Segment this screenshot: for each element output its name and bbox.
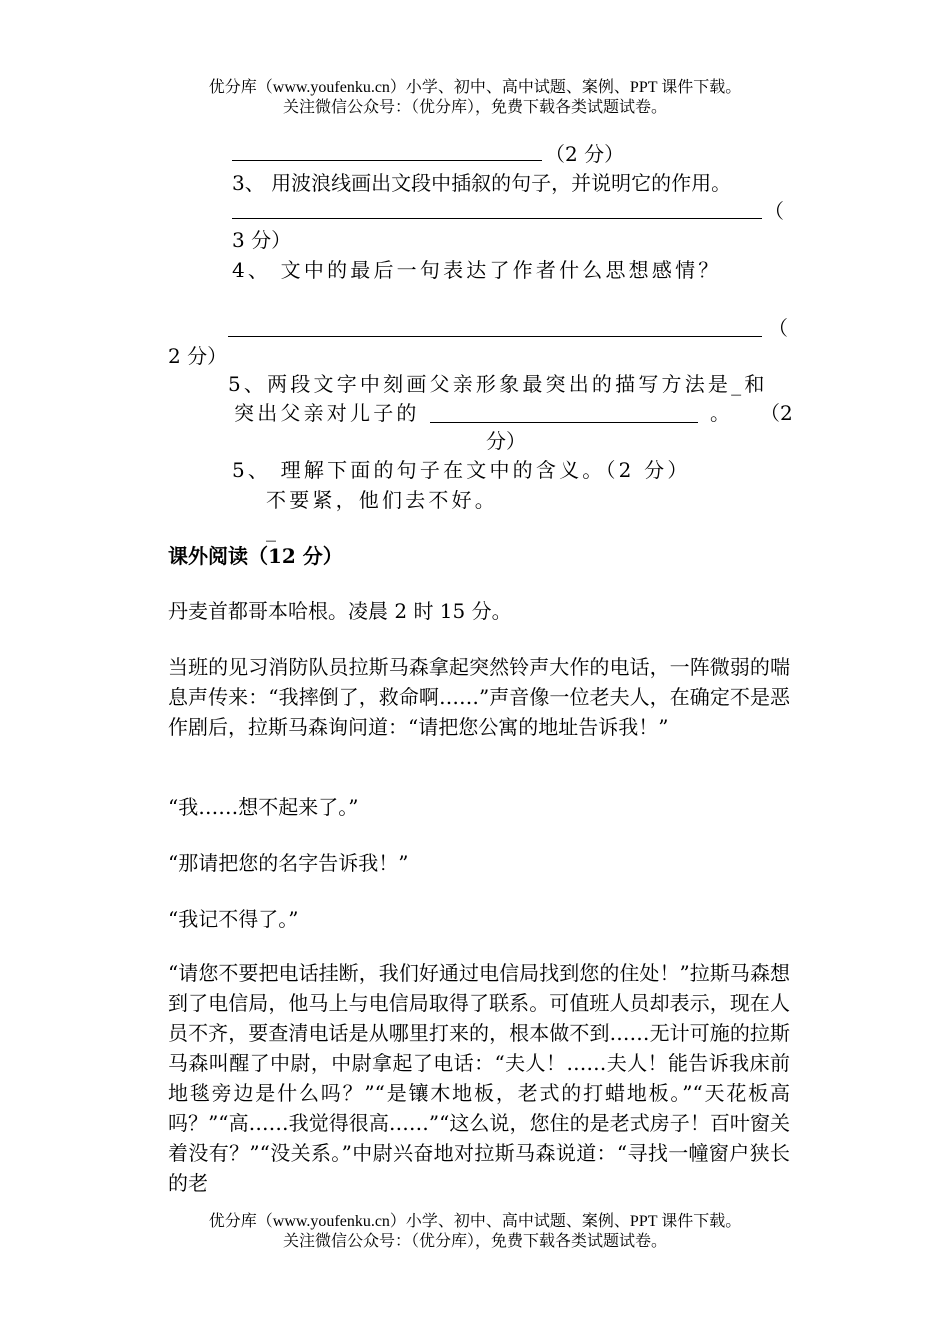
- question-5b: 5、 理解下面的句子在文中的含义。（2 分）: [232, 458, 691, 482]
- answer-blank-q5b: _: [266, 518, 276, 542]
- article-paragraph: “那请把您的名字告诉我！”: [168, 851, 409, 875]
- article-paragraph: “请您不要把电话挂断，我们好通过电信局找到您的住处！”拉斯马森想到了电信局，他马上与电信局取得了联系。可值班人员却表示，现在人员不齐，要查清电话是从哪里打来的，根本做不到……无计可施的拉斯马森叫醒了中尉，中尉拿起了电话：“夫人！……夫人！能告诉我床前地毯旁边是什么吗？”“是镶木地板，老式的打蜡地板。”“天花板高吗？”“高……我觉得很高……”“这么说，您住的是老式房子！百叶窗关着没有？”“没关系。”中尉兴奋地对拉斯马森说道：“寻找一幢窗户狭长的老: [168, 961, 790, 1195]
- footer-line-2: 关注微信公众号：（优分库），免费下载各类试题试卷。: [282, 1233, 667, 1250]
- answer-blank-q4: [228, 336, 762, 337]
- q3-score: 3 分）: [232, 228, 292, 252]
- article-paragraph: “我记不得了。”: [168, 907, 299, 931]
- article-paragraph: 丹麦首都哥本哈根。凌晨 2 时 15 分。: [168, 599, 512, 623]
- q3-score-open: （: [764, 199, 784, 223]
- article-paragraph: 当班的见习消防队员拉斯马森拿起突然铃声大作的电话，一阵微弱的喘息声传来：“我摔倒了，救命啊……”声音像一位老夫人，在确定不是恶作剧后，拉斯马森询问道：“请把您公寓的地址告诉我！”: [168, 655, 790, 739]
- question-4: 4、 文中的最后一句表达了作者什么思想感情？: [232, 258, 722, 282]
- question-5a-line-2: 突出父亲对儿子的: [234, 401, 420, 425]
- answer-blank-q3: [232, 218, 762, 219]
- q5a-score-open: （2: [760, 401, 793, 425]
- question-5b-sentence: 不要紧，他们去不好。: [266, 488, 498, 512]
- q4-score: 2 分）: [168, 344, 228, 368]
- section-title: 课外阅读（12 分）: [168, 544, 343, 568]
- q5a-period: 。: [710, 401, 730, 425]
- answer-blank-q2: [232, 160, 542, 161]
- footer-line-1: 优分库（www.youfenku.cn）小学、初中、高中试题、案例、PPT 课件下载。: [208, 1213, 742, 1230]
- q2-score: （2 分）: [545, 142, 625, 166]
- article-paragraph: “我……想不起来了。”: [168, 795, 359, 819]
- q5a-score: 分）: [486, 429, 526, 453]
- q4-score-open: （: [768, 316, 788, 340]
- header-line-2: 关注微信公众号：（优分库），免费下载各类试题试卷。: [282, 99, 667, 116]
- header-line-1: 优分库（www.youfenku.cn）小学、初中、高中试题、案例、PPT 课件下载。: [208, 79, 742, 96]
- question-3: 3、 用波浪线画出文段中插叙的句子，并说明它的作用。: [232, 171, 732, 195]
- answer-blank-q5a: [430, 422, 698, 423]
- question-5a-line-1: 5、两段文字中刻画父亲形象最突出的描写方法是_和: [228, 372, 768, 396]
